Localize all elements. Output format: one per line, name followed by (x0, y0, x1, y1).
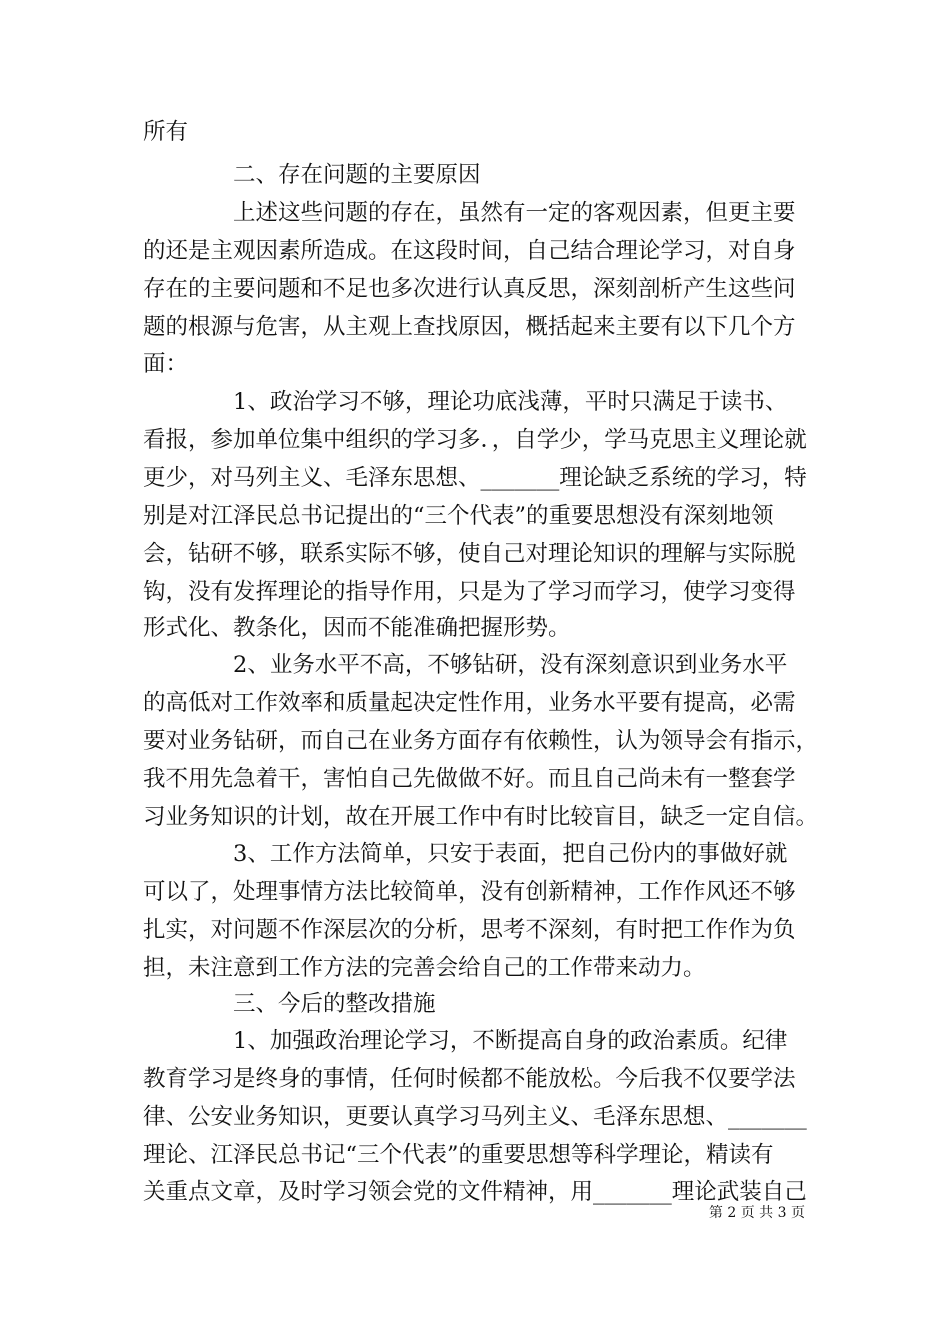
text-line: 要对业务钻研，而自己在业务方面存有依赖性，认为领导会有指示， (143, 728, 819, 754)
text-line: 3、工作方法简单，只安于表面，把自己份内的事做好就 (143, 841, 788, 867)
text-line: 律、公安业务知识，更要认真学习马列主义、毛泽东思想、_______ (143, 1104, 807, 1130)
text-line: 看报，参加单位集中组织的学习多．，自学少，学马克思主义理论就 (143, 427, 807, 453)
text-line: 别是对江泽民总书记提出的“三个代表”的重要思想没有深刻地领 (143, 503, 774, 529)
text-line: 更少，对马列主义、毛泽东思想、_______理论缺乏系统的学习，特 (143, 465, 807, 491)
text-line: 的高低对工作效率和质量起决定性作用，业务水平要有提高，必需 (143, 690, 796, 716)
text-line: 习业务知识的计划，故在开展工作中有时比较盲目，缺乏一定自信。 (143, 804, 819, 830)
text-line: 题的根源与危害，从主观上查找原因，概括起来主要有以下几个方 (143, 314, 796, 340)
text-line: 1、政治学习不够，理论功底浅薄，平时只满足于读书、 (143, 389, 788, 415)
text-line: 面： (143, 351, 189, 377)
text-line: 扎实，对问题不作深层次的分析，思考不深刻，有时把工作作为负 (143, 917, 796, 943)
text-line: 2、业务水平不高，不够钻研，没有深刻意识到业务水平 (143, 652, 788, 678)
section-heading: 三、今后的整改措施 (143, 991, 436, 1017)
text-line: 关重点文章，及时学习领会党的文件精神，用_______理论武装自己 (143, 1179, 807, 1205)
text-line: 理论、江泽民总书记“三个代表”的重要思想等科学理论，精读有 (143, 1142, 774, 1168)
text-line: 我不用先急着干，害怕自己先做做不好。而且自己尚未有一整套学 (143, 766, 796, 792)
text-line: 担，未注意到工作方法的完善会给自己的工作带来动力。 (143, 955, 706, 981)
text-line: 所有 (143, 119, 189, 145)
section-heading: 二、存在问题的主要原因 (143, 162, 481, 188)
text-line: 教育学习是终身的事情，任何时候都不能放松。今后我不仅要学法 (143, 1066, 796, 1092)
text-line: 1、加强政治理论学习，不断提高自身的政治素质。纪律 (143, 1028, 788, 1054)
text-line: 形式化、教条化，因而不能准确把握形势。 (143, 615, 571, 641)
text-line: 会，钻研不够，联系实际不够，使自己对理论知识的理解与实际脱 (143, 541, 796, 567)
text-line: 存在的主要问题和不足也多次进行认真反思，深刻剖析产生这些问 (143, 276, 796, 302)
page-number: 第 2 页 共 3 页 (708, 1205, 805, 1221)
text-line: 可以了，处理事情方法比较简单，没有创新精神，工作作风还不够 (143, 879, 796, 905)
text-line: 上述这些问题的存在，虽然有一定的客观因素，但更主要 (143, 200, 796, 226)
text-line: 钩，没有发挥理论的指导作用，只是为了学习而学习，使学习变得 (143, 579, 796, 605)
text-line: 的还是主观因素所造成。在这段时间，自己结合理论学习，对自身 (143, 238, 796, 264)
